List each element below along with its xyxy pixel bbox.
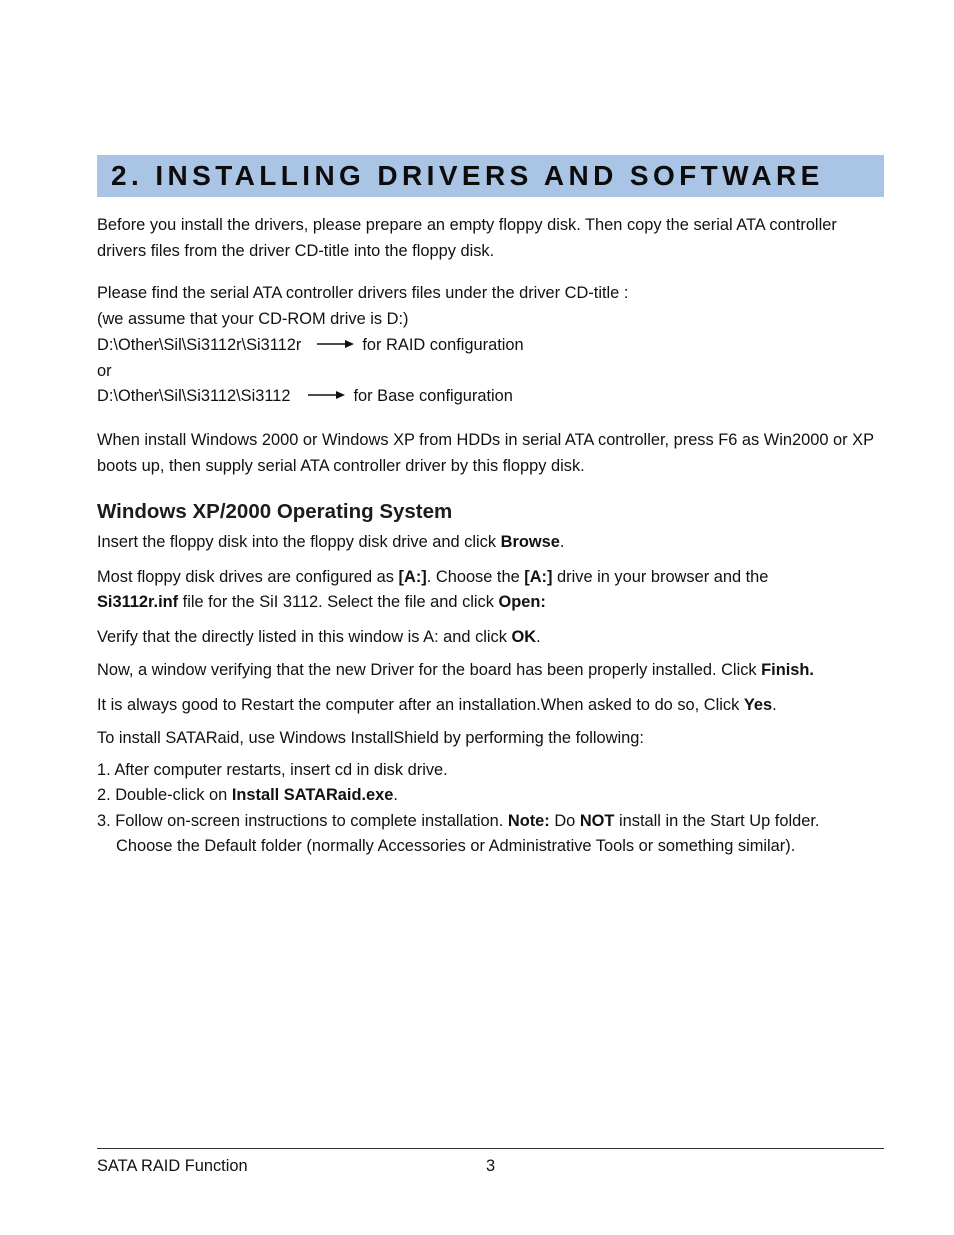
install-note-paragraph: When install Windows 2000 or Windows XP from HDDs in serial ATA controller, press F6 as Win2000 or XP boots up, then supply serial ATA controller driver by this floppy disk. — [97, 431, 874, 476]
raid-path-line — [97, 333, 884, 359]
browse-text: Insert the floppy disk into the floppy disk drive and click — [97, 533, 501, 552]
drive-text-c: . Choose the — [426, 567, 525, 586]
yes-keyword: Yes — [743, 695, 773, 714]
footer-title: SATA RAID Function — [97, 1157, 248, 1175]
base-path: D:\Other\Sil\Si3112\Si3112 — [97, 387, 291, 406]
finish-paragraph — [97, 658, 884, 684]
arrow-right-icon — [308, 383, 345, 409]
section-banner — [97, 155, 884, 197]
browse-paragraph — [97, 530, 884, 556]
ok-keyword: OK — [511, 627, 537, 646]
arrow-right-icon — [317, 332, 354, 358]
restart-end: . — [772, 695, 777, 714]
browse-keyword: Browse — [500, 533, 560, 552]
document-page — [97, 155, 884, 860]
restart-text: It is always good to Restart the computer after an installation.When asked to do so, Click — [97, 695, 744, 714]
step3-not-keyword: NOT — [579, 811, 615, 830]
finish-keyword: Finish. — [761, 661, 814, 680]
restart-paragraph — [97, 693, 884, 719]
step2-text: 2. Double-click on — [97, 786, 232, 805]
raid-label: for RAID configuration — [362, 335, 524, 354]
step3-continuation: Choose the Default folder (normally Accessories or Administrative Tools or something similar). — [116, 837, 796, 856]
list-item: 1. After computer restarts, insert cd in disk drive. — [97, 760, 448, 779]
paths-assumption: (we assume that your CD-ROM drive is D:) — [97, 309, 409, 328]
drive-text-e: file for the SiI 3112. Select the file and click — [178, 593, 499, 612]
paths-or: or — [97, 361, 112, 380]
verify-paragraph — [97, 625, 884, 651]
install-steps-list — [97, 758, 884, 860]
drive-paragraph — [97, 565, 884, 616]
browse-end: . — [559, 533, 565, 552]
drive-text-a: Most floppy disk drives are configured as — [97, 567, 399, 586]
verify-text: Verify that the directly listed in this window is A: and click — [97, 627, 512, 646]
footer-divider — [97, 1148, 884, 1149]
inf-filename: Si3112r.inf — [97, 593, 179, 612]
finish-text: Now, a window verifying that the new Driver for the board has been properly installed. Click — [97, 661, 762, 680]
base-label: for Base configuration — [353, 387, 513, 406]
step3-text-b: Do — [549, 811, 580, 830]
section-title: 2. INSTALLING DRIVERS AND SOFTWARE — [111, 160, 824, 191]
step3-text-a: 3. Follow on-screen instructions to complete installation. — [97, 811, 508, 830]
open-keyword: Open: — [498, 593, 546, 612]
list-item — [97, 783, 884, 809]
sataraid-intro-paragraph: To install SATARaid, use Windows InstallShield by performing the following: — [97, 729, 644, 748]
step3-note-label: Note: — [507, 811, 550, 830]
os-section-heading: Windows XP/2000 Operating System — [97, 500, 453, 524]
drive-keyword-a1: [A:] — [398, 567, 427, 586]
base-path-line — [97, 384, 884, 410]
step2-end: . — [393, 786, 398, 805]
step2-exe: Install SATARaid.exe — [231, 786, 394, 805]
intro-paragraph: Before you install the drivers, please prepare an empty floppy disk. Then copy the serial ATA controller drivers files from the driver CD-title into the floppy disk. — [97, 216, 837, 260]
drive-text-d: drive in your browser and the — [552, 567, 769, 586]
drive-keyword-a2: [A:] — [524, 567, 553, 586]
list-item — [97, 809, 884, 860]
page-number: 3 — [486, 1157, 496, 1175]
step3-text-c: install in the Start Up folder. — [614, 811, 820, 830]
raid-path: D:\Other\Sil\Si3112r\Si3112r — [97, 335, 302, 354]
paths-lead: Please find the serial ATA controller drivers files under the driver CD-title : — [97, 284, 629, 302]
driver-paths-block — [97, 281, 884, 410]
verify-end: . — [536, 627, 541, 646]
